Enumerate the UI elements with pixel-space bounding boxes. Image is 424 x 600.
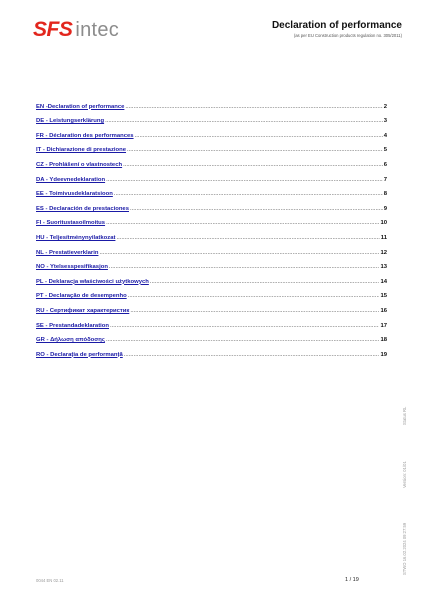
toc-item-page: 5 — [383, 147, 387, 154]
toc-item[interactable] — [36, 285, 387, 300]
toc-item-label[interactable]: NL - Prestatieverklarin — [36, 249, 99, 256]
toc-item[interactable] — [36, 226, 387, 241]
toc-item[interactable] — [36, 197, 387, 212]
toc-item-page: 15 — [380, 293, 387, 300]
toc-item-page: 17 — [380, 322, 387, 329]
footer-page-number: 1 / 19 — [345, 577, 359, 583]
toc-item-label[interactable]: RO - Declarația de performanță — [36, 351, 123, 358]
toc-item-page: 2 — [383, 103, 387, 110]
toc-item[interactable] — [36, 343, 387, 358]
toc-item-label[interactable]: FR - Déclaration des performances — [36, 132, 134, 139]
side-version: Version: 01/01 — [402, 461, 407, 488]
toc-item-label[interactable]: DE - Leistungserklärung — [36, 118, 105, 125]
toc-item[interactable] — [36, 270, 387, 285]
toc-item[interactable] — [36, 110, 387, 125]
toc-item[interactable] — [36, 256, 387, 271]
document-title: Declaration of performance — [271, 20, 402, 31]
side-metadata — [402, 395, 412, 575]
toc-item-label[interactable]: DA - Ydeevnedeklaration — [36, 176, 106, 183]
side-stamp: STWO 16.02.2024 09:27:59 — [402, 522, 407, 575]
toc-item-page: 8 — [383, 191, 387, 198]
toc-item-page: 19 — [380, 351, 387, 358]
toc-item[interactable] — [36, 124, 387, 139]
toc-item-page: 3 — [383, 118, 387, 125]
toc-item-page: 10 — [380, 220, 387, 227]
toc-item-label[interactable]: EN -Declaration of performance — [36, 103, 125, 110]
side-status: Status RL — [402, 406, 407, 425]
toc-item[interactable] — [36, 241, 387, 256]
toc-item-page: 11 — [380, 234, 387, 241]
toc-item-label[interactable]: EE - Toimivusdeklaratsioon — [36, 191, 113, 198]
toc-item-page: 13 — [380, 264, 387, 271]
toc-item-label[interactable]: SE - Prestandadeklaration — [36, 322, 110, 329]
sfs-intec-logo — [33, 18, 119, 42]
toc-item[interactable] — [36, 314, 387, 329]
toc-item-label[interactable]: FI - Suoritustasoilmoitus — [36, 220, 106, 227]
toc-item-page: 14 — [380, 278, 387, 285]
toc-item-page: 18 — [380, 337, 387, 344]
toc-item-label[interactable]: CZ - Prohlášení o vlastnostech — [36, 161, 123, 168]
toc-item-label[interactable]: HU - Teljesítménynyilatkozat — [36, 234, 116, 241]
toc-item[interactable] — [36, 183, 387, 198]
toc-item-label[interactable]: IT - Dichiarazione di prestazione — [36, 147, 127, 154]
toc-leader-dots — [124, 352, 380, 358]
toc-item-page: 9 — [383, 205, 387, 212]
toc-item[interactable] — [36, 153, 387, 168]
toc-item-label[interactable]: PL - Deklaracja właściwości użytkowych — [36, 278, 149, 285]
logo-sfs-text: SFS — [33, 18, 73, 41]
toc-item-label[interactable]: ES - Declaración de prestaciones — [36, 205, 129, 212]
table-of-contents — [36, 95, 387, 358]
footer-code: 0044 EN 02.11 — [36, 578, 64, 583]
toc-item-page: 12 — [380, 249, 387, 256]
toc-item-page: 16 — [380, 307, 387, 314]
toc-item-label[interactable]: GR - Δήλωση απόδοσης — [36, 337, 105, 344]
toc-item[interactable] — [36, 299, 387, 314]
document-subtitle: (as per EU Construction products regulation no. 305/2011) — [293, 33, 402, 38]
toc-item-label[interactable]: NO - Ytelsesspesifikasjon — [36, 264, 108, 271]
toc-item-page: 6 — [383, 161, 387, 168]
toc-item[interactable] — [36, 168, 387, 183]
toc-item-page: 7 — [383, 176, 387, 183]
toc-item[interactable] — [36, 139, 387, 154]
toc-item-label[interactable]: RU - Сертификат характеристик — [36, 307, 130, 314]
toc-item[interactable] — [36, 329, 387, 344]
toc-item-page: 4 — [383, 132, 387, 139]
toc-item[interactable] — [36, 95, 387, 110]
toc-item[interactable] — [36, 212, 387, 227]
logo-intec-text: intec — [75, 19, 120, 41]
toc-item-label[interactable]: PT - Declaração de desempenho — [36, 293, 127, 300]
